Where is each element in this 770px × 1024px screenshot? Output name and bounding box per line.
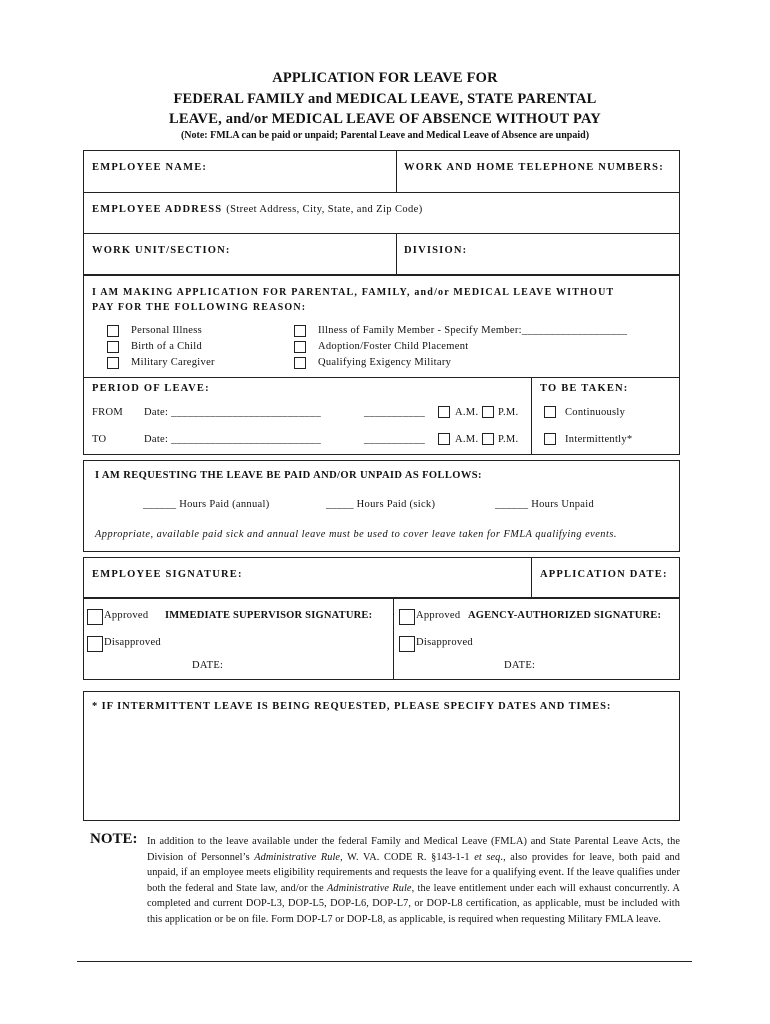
application-date-field[interactable]: APPLICATION DATE:	[540, 569, 668, 580]
note-text-7: , the leave entitlement under each will exhaust concurrently. A completed and current DOP-L3, DOP-L5, DOP-L6, DOP-L7, or DOP-L8 certification, as applicable, must be included with this application or be on file. Form DOP-L7 or DOP-L8, as applicable, is required when requesting Military FMLA leave.	[147, 882, 680, 925]
employee-address-field[interactable]	[92, 204, 423, 215]
agency-approved-checkbox[interactable]	[399, 609, 415, 625]
paid-leave-footnote: Appropriate, available paid sick and annual leave must be used to cover leave taken for FMLA qualifying events.	[95, 529, 617, 540]
qualifying-exigency-checkbox[interactable]	[294, 357, 306, 369]
family-member-illness-checkbox[interactable]	[294, 325, 306, 337]
birth-of-child-checkbox[interactable]	[107, 341, 119, 353]
adoption-foster-label: Adoption/Foster Child Placement	[318, 341, 469, 352]
agency-disapproved-checkbox[interactable]	[399, 636, 415, 652]
supervisor-approved-checkbox[interactable]	[87, 609, 103, 625]
from-date-field[interactable]: Date: ___________________________	[144, 407, 322, 418]
note-body	[147, 834, 680, 927]
from-pm-label: P.M.	[498, 407, 519, 418]
supervisor-date-field[interactable]: DATE:	[192, 660, 224, 671]
note-text-3: , W. VA. CODE R. §143-1-1	[340, 851, 475, 863]
agency-date-field[interactable]: DATE:	[504, 660, 536, 671]
military-caregiver-checkbox[interactable]	[107, 357, 119, 369]
employee-signature-field[interactable]: EMPLOYEE SIGNATURE:	[92, 569, 243, 580]
note-text-2: Administrative Rule	[254, 851, 341, 863]
work-unit-field[interactable]: WORK UNIT/SECTION:	[92, 245, 231, 256]
to-pm-label: P.M.	[498, 434, 519, 445]
agency-disapproved-label: Disapproved	[416, 637, 473, 648]
supervisor-signature-field[interactable]: IMMEDIATE SUPERVISOR SIGNATURE:	[165, 610, 373, 621]
note-text-5: ., also provides for leave, both paid and unpaid, if an employee meets eligibility requirements and requests the leave for a qualifying event. If the leave qualifies under both the federal and State law, and/or the	[147, 851, 680, 894]
divider	[393, 598, 394, 680]
form-title-line2: FEDERAL FAMILY and MEDICAL LEAVE, STATE PARENTAL	[173, 91, 597, 107]
intermittently-label: Intermittently*	[565, 434, 633, 445]
from-pm-checkbox[interactable]	[482, 406, 494, 418]
agency-approved-label: Approved	[416, 610, 461, 621]
personal-illness-label: Personal Illness	[131, 325, 202, 336]
from-am-checkbox[interactable]	[438, 406, 450, 418]
to-am-label: A.M.	[455, 434, 479, 445]
division-field[interactable]: DIVISION:	[404, 245, 468, 256]
to-label: TO	[92, 434, 107, 445]
supervisor-approved-label: Approved	[104, 610, 149, 621]
from-label: FROM	[92, 407, 123, 418]
hours-paid-sick-field[interactable]: _____ Hours Paid (sick)	[326, 499, 436, 510]
divider	[83, 192, 680, 193]
continuously-checkbox[interactable]	[544, 406, 556, 418]
period-of-leave-label: PERIOD OF LEAVE:	[92, 383, 210, 394]
intermittently-checkbox[interactable]	[544, 433, 556, 445]
divider	[531, 557, 532, 598]
hours-paid-annual-field[interactable]: ______ Hours Paid (annual)	[143, 499, 270, 510]
note-text-6: Administrative Rule	[327, 882, 412, 894]
from-am-label: A.M.	[455, 407, 479, 418]
personal-illness-checkbox[interactable]	[107, 325, 119, 337]
telephone-numbers-field[interactable]: WORK AND HOME TELEPHONE NUMBERS:	[404, 162, 664, 173]
note-text-1: In addition to the leave available under the federal Family and Medical Leave (FMLA) and State Parental Leave Acts, the Division of Personnel’s	[147, 836, 680, 863]
form-subtitle-note: (Note: FMLA can be paid or unpaid; Parental Leave and Medical Leave of Absence are unpaid)	[180, 130, 590, 141]
form-title-line1: APPLICATION FOR LEAVE FOR	[272, 70, 498, 86]
form-title-line3: LEAVE, and/or MEDICAL LEAVE OF ABSENCE WITHOUT PAY	[169, 111, 601, 127]
supervisor-disapproved-checkbox[interactable]	[87, 636, 103, 652]
military-caregiver-label: Military Caregiver	[131, 357, 215, 368]
divider	[396, 233, 397, 275]
divider	[83, 233, 680, 234]
to-pm-checkbox[interactable]	[482, 433, 494, 445]
to-time-field[interactable]: ___________	[364, 434, 426, 445]
divider	[396, 150, 397, 192]
paid-unpaid-heading: I AM REQUESTING THE LEAVE BE PAID AND/OR UNPAID AS FOLLOWS:	[95, 470, 482, 481]
address-hint: (Street Address, City, State, and Zip Code)	[226, 204, 423, 215]
divider	[531, 377, 532, 455]
adoption-foster-checkbox[interactable]	[294, 341, 306, 353]
employee-name-field[interactable]: EMPLOYEE NAME:	[92, 162, 208, 173]
continuously-label: Continuously	[565, 407, 626, 418]
divider	[83, 377, 680, 378]
reason-heading-line2: PAY FOR THE FOLLOWING REASON:	[92, 302, 307, 313]
qualifying-exigency-label: Qualifying Exigency Military	[318, 357, 452, 368]
note-text-4: et seq	[474, 851, 501, 863]
intermittent-dates-label: * IF INTERMITTENT LEAVE IS BEING REQUESTED, PLEASE SPECIFY DATES AND TIMES:	[92, 701, 612, 712]
supervisor-disapproved-label: Disapproved	[104, 637, 161, 648]
address-label: EMPLOYEE ADDRESS	[92, 204, 223, 215]
reason-heading-line1: I AM MAKING APPLICATION FOR PARENTAL, FAMILY, and/or MEDICAL LEAVE WITHOUT	[92, 287, 615, 298]
hours-unpaid-field[interactable]: ______ Hours Unpaid	[495, 499, 595, 510]
to-be-taken-label: TO BE TAKEN:	[540, 383, 629, 394]
birth-of-child-label: Birth of a Child	[131, 341, 203, 352]
agency-signature-field[interactable]: AGENCY-AUTHORIZED SIGNATURE:	[468, 610, 662, 621]
family-member-illness-label: Illness of Family Member - Specify Member:___________________	[318, 325, 628, 336]
from-time-field[interactable]: ___________	[364, 407, 426, 418]
footer-rule	[77, 961, 692, 962]
note-label: NOTE:	[90, 831, 138, 847]
to-date-field[interactable]: Date: ___________________________	[144, 434, 322, 445]
to-am-checkbox[interactable]	[438, 433, 450, 445]
